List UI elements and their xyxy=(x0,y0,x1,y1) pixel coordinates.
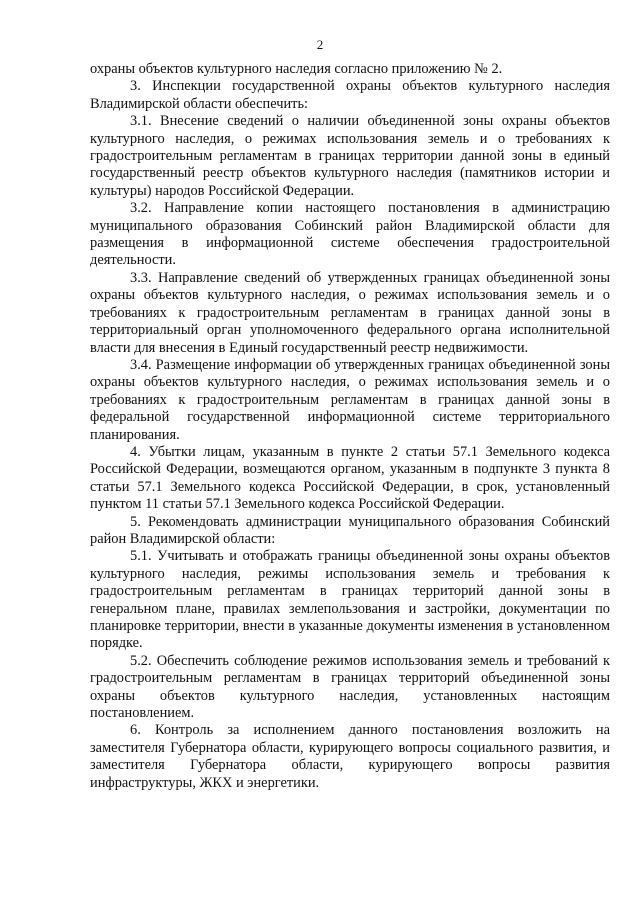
paragraph-item-5-2: 5.2. Обеспечить соблюдение режимов использования земель и требований к градостроительным регламентам в границах территорий объединенной зоны охраны объектов культурного наследия, установленных настоящим постановлением. xyxy=(90,652,610,722)
paragraph-item-5-1: 5.1. Учитывать и отображать границы объединенной зоны охраны объектов культурного наследия, режимы использования земель и требования к градостроительным регламентам в границах территорий данной зоны в генеральном плане, правилах землепользования и застройки, документации по планировке территории, внести в указанные документы изменения в установленном порядке. xyxy=(90,548,610,652)
page-number: 2 xyxy=(316,37,324,52)
document-body xyxy=(90,61,610,792)
paragraph-item-3-3: 3.3. Направление сведений об утвержденных границах объединенной зоны охраны объектов культурного наследия, о режимах использования земель и о требованиях к градостроительным регламентам в границах данной зоны в территориальный орган уполномоченного федерального органа исполнительной власти для внесения в Единый государственный реестр недвижимости. xyxy=(90,269,610,356)
paragraph-item-3: 3. Инспекции государственной охраны объектов культурного наследия Владимирской области обеспечить: xyxy=(90,78,610,112)
paragraph-item-3-1: 3.1. Внесение сведений о наличии объединенной зоны охраны объектов культурного наследия, о режимах использования земель и о требованиях к градостроительным регламентам в границах территории данной зоны в единый государственный реестр объектов культурного наследия (памятников истории и культуры) народов Российской Федерации. xyxy=(90,113,610,199)
paragraph-item-6: 6. Контроль за исполнением данного постановления возложить на заместителя Губернатора области, курирующего вопросы социального развития, и заместителя Губернатора области, курирующего вопросы развития инфраструктуры, ЖКХ и энергетики. xyxy=(90,722,610,791)
paragraph-continuation: охраны объектов культурного наследия согласно приложению № 2. xyxy=(90,61,503,77)
paragraph-item-5: 5. Рекомендовать администрации муниципального образования Собинский район Владимирской области: xyxy=(90,513,610,547)
paragraph-item-4: 4. Убытки лицам, указанным в пункте 2 статьи 57.1 Земельного кодекса Российской Федерации, возмещаются органом, указанным в подпункте 3 пункта 8 статьи 57.1 Земельного кодекса Российской Федерации, в срок, установленный пунктом 11 статьи 57.1 Земельного кодекса Российской Федерации. xyxy=(90,443,610,513)
paragraph-item-3-4: 3.4. Размещение информации об утвержденных границах объединенной зоны охраны объектов культурного наследия, о режимах использования земель и о требованиях к градостроительным регламентам в границах данной зоны в федеральной государственной информационной системе территориального планирования. xyxy=(90,356,610,443)
paragraph-item-3-2: 3.2. Направление копии настоящего постановления в администрацию муниципального образования Собинский район Владимирской области для размещения в информационной системе обеспечения градостроительной деятельности. xyxy=(90,200,610,269)
